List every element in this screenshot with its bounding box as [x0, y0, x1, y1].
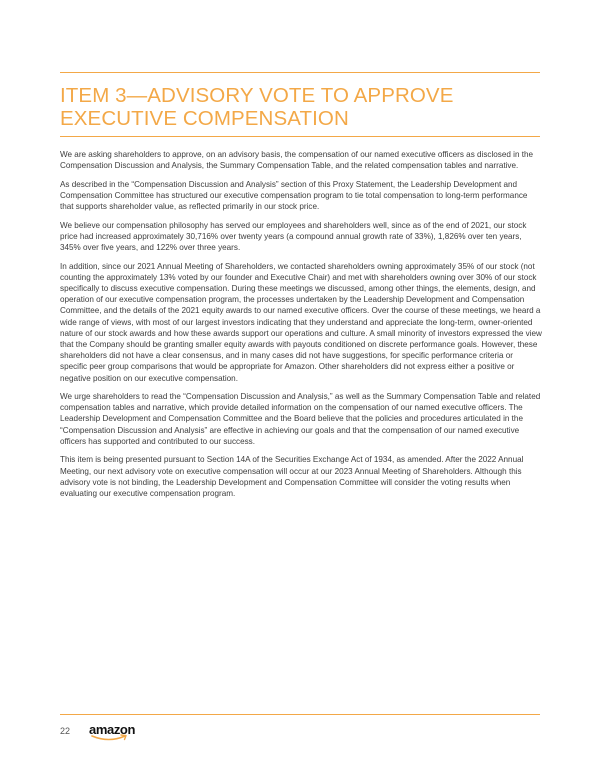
page-title	[60, 84, 540, 130]
body-text	[60, 149, 542, 506]
smile-arrow-icon	[91, 734, 131, 742]
title-divider	[60, 136, 540, 137]
paragraph-cda: As described in the “Compensation Discussion and Analysis” section of this Proxy Statement, the Leadership Development and Compensation Committee has structured our executive compensation program to tie total compensation to long-term performance that supports shareholder value, as reflected primarily in our stock price.	[60, 179, 528, 212]
title-line-1: ITEM 3—ADVISORY VOTE TO APPROVE	[60, 84, 454, 107]
top-divider	[60, 72, 540, 73]
title-line-2: EXECUTIVE COMPENSATION	[60, 107, 349, 130]
page-number: 22	[60, 726, 71, 736]
paragraph-intro: We are asking shareholders to approve, on an advisory basis, the compensation of our named executive officers as disclosed in the Compensation Discussion and Analysis, the Summary Compensation Table, and the related compensation tables and narrative.	[60, 150, 534, 171]
paragraph-philosophy: We believe our compensation philosophy has served our employees and shareholders well, since as of the end of 2021, our stock price had increased approximately 30,716% over twenty years (a compound annual growth rate of 33%), 1,826% over ten years, 345% over five years, and 122% over three years.	[60, 220, 527, 253]
amazon-logo	[89, 722, 137, 744]
logo-wordmark: amazon	[89, 722, 136, 737]
paragraph-urge: We urge shareholders to read the “Compensation Discussion and Analysis,” as well as the Summary Compensation Table and related compensation tables and narrative, which provide detailed information on the compensation of our named executive officers. The Leadership Development and Compensation Committee and the Board believe that the policies and procedures articulated in the “Compensation Discussion and Analysis” are effective in achieving our goals and that the compensation of our named executive officers has supported and contributed to our success.	[60, 392, 541, 446]
paragraph-legal: This item is being presented pursuant to Section 14A of the Securities Exchange Act of 1934, as amended. After the 2022 Annual Meeting, our next advisory vote on executive compensation will occur at our 2023 Annual Meeting of Shareholders. Although this advisory vote is not binding, the Leadership Development and Compensation Committee will consider the voting results when evaluating our executive compensation program.	[60, 455, 524, 498]
paragraph-engagement: In addition, since our 2021 Annual Meeting of Shareholders, we contacted shareholders owning approximately 35% of our stock (not counting the approximately 13% voted by our founder and Executive Chair) and met with shareholders owning over 30% of our stock specifically to discuss executive compensation. During these meetings we discussed, among other things, the elements, design, and operation of our executive compensation program, the processes undertaken by the Leadership Development and Compensation Committee, and the details of the 2021 equity awards to our named executive officers. Over the course of these meetings, we heard a wide range of views, with most of our largest investors indicating that they understand and appreciate the long-term, owner-oriented nature of our stock awards and how these awards support our operations and culture. A small minority of investors expressed the view that the Company should be granting smaller equity awards with payouts conditioned on discrete performance goals. However, these shareholders did not have a clear consensus, and in many cases did not have suggestions, for specific performance criteria or specific peer group comparisons that would be appropriate for Amazon. Other shareholders did not express either a positive or negative position on our executive compensation.	[60, 261, 542, 383]
footer-divider	[60, 714, 540, 715]
